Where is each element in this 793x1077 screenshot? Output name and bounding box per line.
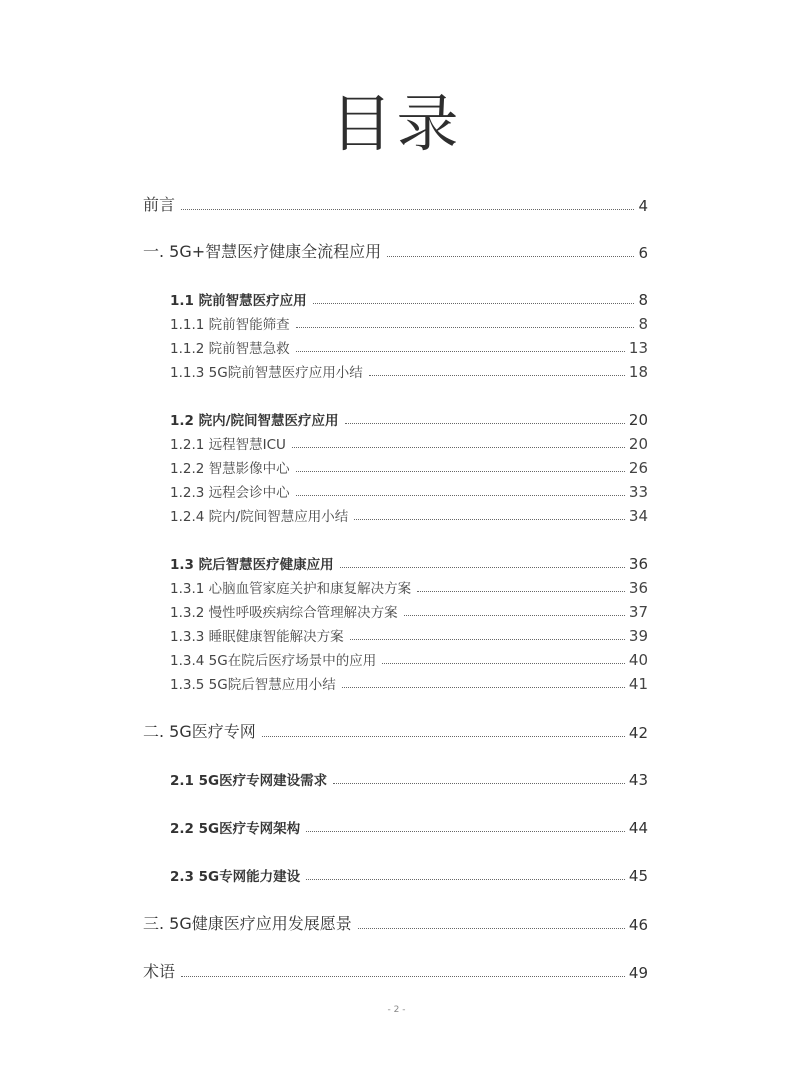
toc-entry-label: 1.2.2 智慧影像中心 xyxy=(170,461,290,477)
toc-entry-label: 1.3 院后智慧医疗健康应用 xyxy=(170,557,334,573)
toc-page-number: 36 xyxy=(628,555,648,573)
toc-page-number: 42 xyxy=(628,724,648,742)
toc-page-number: 39 xyxy=(628,627,648,645)
toc-entry-label: 1.3.3 睡眠健康智能解决方案 xyxy=(170,629,344,645)
toc-entry-preface[interactable] xyxy=(143,193,648,215)
dot-leader xyxy=(306,831,625,832)
dot-leader xyxy=(382,663,625,664)
toc-entry-chapter-1[interactable] xyxy=(143,240,648,262)
toc-page-number: 20 xyxy=(628,435,648,453)
toc-page-number: 13 xyxy=(628,339,648,357)
toc-entry-section-1-1-1[interactable] xyxy=(170,313,648,333)
toc-page-number: 20 xyxy=(628,411,648,429)
toc-entry-section-1-1[interactable] xyxy=(170,289,648,309)
toc-entry-label: 1.2.4 院内/院间智慧应用小结 xyxy=(170,509,349,525)
toc-page-number: 8 xyxy=(638,291,648,309)
toc-page-number: 46 xyxy=(628,916,648,934)
toc-page-number: 49 xyxy=(628,964,648,982)
toc-entry-label: 1.1.3 5G院前智慧医疗应用小结 xyxy=(170,365,363,381)
toc-page-number: 37 xyxy=(628,603,648,621)
toc-entry-section-1-2-3[interactable] xyxy=(170,481,648,501)
toc-entry-label: 前言 xyxy=(143,195,176,214)
toc-page-number: 4 xyxy=(638,197,648,215)
dot-leader xyxy=(417,591,625,592)
toc-page-number: 18 xyxy=(628,363,648,381)
dot-leader xyxy=(350,639,625,640)
dot-leader xyxy=(404,615,625,616)
toc-entry-section-2-3[interactable] xyxy=(170,865,648,885)
toc-entry-label: 1.3.2 慢性呼吸疾病综合管理解决方案 xyxy=(170,605,398,621)
toc-page-number: 41 xyxy=(628,675,648,693)
dot-leader xyxy=(387,256,634,257)
dot-leader xyxy=(306,879,625,880)
toc-page-number: 45 xyxy=(628,867,648,885)
toc-entry-section-2-2[interactable] xyxy=(170,817,648,837)
toc-entry-section-1-2[interactable] xyxy=(170,409,648,429)
toc-entry-chapter-3[interactable] xyxy=(143,912,648,934)
toc-entry-section-1-3-4[interactable] xyxy=(170,649,648,669)
toc-entry-section-1-3-5[interactable] xyxy=(170,673,648,693)
dot-leader xyxy=(340,567,625,568)
toc-entry-label: 术语 xyxy=(143,962,176,981)
toc-entry-label: 1.2.1 远程智慧ICU xyxy=(170,437,286,453)
toc-page-number: 43 xyxy=(628,771,648,789)
toc-entry-label: 1.2.3 远程会诊中心 xyxy=(170,485,290,501)
dot-leader xyxy=(296,327,635,328)
toc-entry-label: 三. 5G健康医疗应用发展愿景 xyxy=(143,914,352,933)
toc-entry-label: 1.1.1 院前智能筛查 xyxy=(170,317,290,333)
toc-entry-section-1-2-4[interactable] xyxy=(170,505,648,525)
toc-page-number: 34 xyxy=(628,507,648,525)
dot-leader xyxy=(333,783,625,784)
toc-entry-label: 1.2 院内/院间智慧医疗应用 xyxy=(170,413,339,429)
toc-entry-chapter-2[interactable] xyxy=(143,720,648,742)
toc-entry-label: 1.3.5 5G院后智慧应用小结 xyxy=(170,677,336,693)
toc-entry-label: 1.1.2 院前智慧急救 xyxy=(170,341,290,357)
dot-leader xyxy=(369,375,625,376)
toc-entry-section-1-3-1[interactable] xyxy=(170,577,648,597)
toc-entry-section-2-1[interactable] xyxy=(170,769,648,789)
dot-leader xyxy=(181,209,634,210)
dot-leader xyxy=(342,687,625,688)
toc-entry-section-1-3[interactable] xyxy=(170,553,648,573)
toc-entry-label: 1.1 院前智慧医疗应用 xyxy=(170,293,307,309)
dot-leader xyxy=(296,351,625,352)
toc-entry-section-1-1-2[interactable] xyxy=(170,337,648,357)
toc-entry-label: 2.2 5G医疗专网架构 xyxy=(170,821,301,837)
toc-entry-label: 1.3.4 5G在院后医疗场景中的应用 xyxy=(170,653,377,669)
dot-leader xyxy=(354,519,625,520)
dot-leader xyxy=(181,976,625,977)
footer-page-number: - 2 - xyxy=(387,1005,406,1015)
toc-entry-section-1-3-2[interactable] xyxy=(170,601,648,621)
dot-leader xyxy=(345,423,625,424)
toc-entry-label: 一. 5G+智慧医疗健康全流程应用 xyxy=(143,242,382,261)
toc-entry-section-1-2-2[interactable] xyxy=(170,457,648,477)
toc-entry-section-1-3-3[interactable] xyxy=(170,625,648,645)
toc-page-number: 44 xyxy=(628,819,648,837)
page-title: 目录 xyxy=(330,87,463,160)
toc-page-number: 33 xyxy=(628,483,648,501)
toc-entry-label: 二. 5G医疗专网 xyxy=(143,722,256,741)
dot-leader xyxy=(262,736,625,737)
dot-leader xyxy=(296,495,625,496)
toc-entry-label: 1.3.1 心脑血管家庭关护和康复解决方案 xyxy=(170,581,412,597)
toc-entry-label: 2.3 5G专网能力建设 xyxy=(170,869,301,885)
toc-entry-section-1-2-1[interactable] xyxy=(170,433,648,453)
dot-leader xyxy=(358,928,625,929)
toc-page-number: 8 xyxy=(638,315,648,333)
toc-page-number: 36 xyxy=(628,579,648,597)
toc-page-number: 6 xyxy=(638,244,648,262)
toc-entry-glossary[interactable] xyxy=(143,960,648,982)
toc-page-number: 26 xyxy=(628,459,648,477)
toc-page-number: 40 xyxy=(628,651,648,669)
dot-leader xyxy=(313,303,635,304)
dot-leader xyxy=(296,471,625,472)
toc-entry-label: 2.1 5G医疗专网建设需求 xyxy=(170,773,328,789)
toc-entry-section-1-1-3[interactable] xyxy=(170,361,648,381)
dot-leader xyxy=(292,447,625,448)
